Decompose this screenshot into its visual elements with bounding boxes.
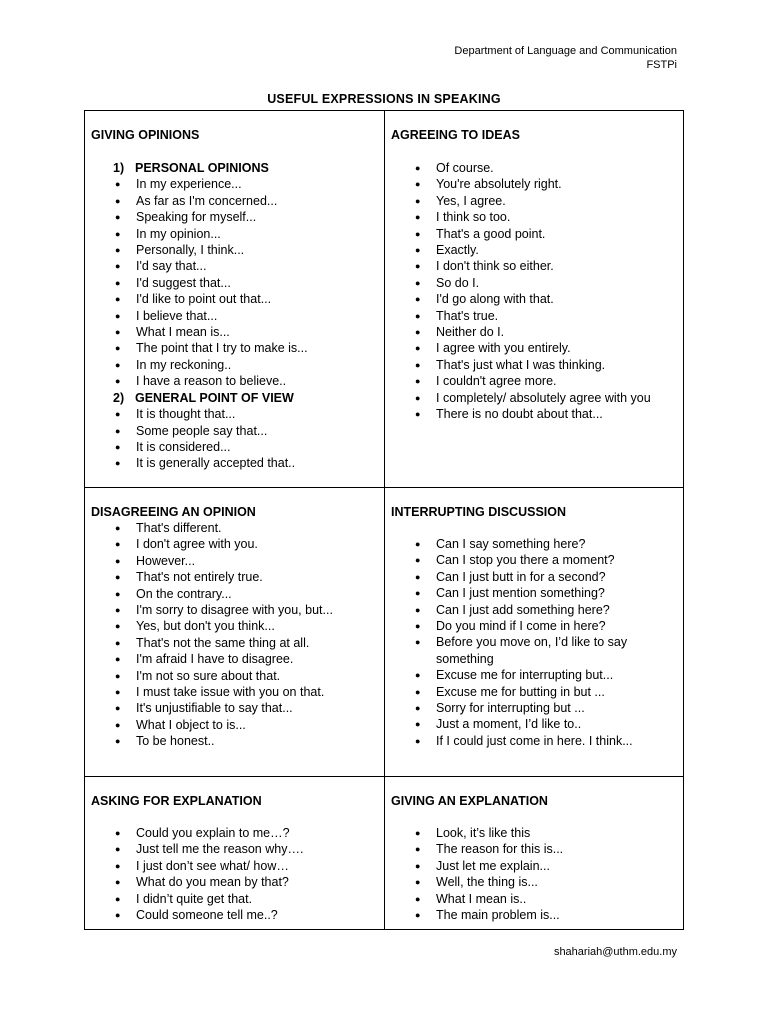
bullet-icon: ● (115, 294, 121, 305)
bullet-icon: ● (115, 736, 121, 747)
expression-text: In my reckoning.. (136, 357, 232, 372)
expression-text: Look, it’s like this (436, 826, 531, 840)
expression-text: Could someone tell me..? (136, 908, 278, 923)
list-item (91, 423, 378, 439)
list-item (391, 907, 678, 923)
expression-text: That's not the same thing at all. (136, 635, 310, 650)
expression-text: I didn’t quite get that. (136, 891, 253, 906)
list-item (391, 193, 678, 209)
expression-text: Excuse me for interrupting but... (436, 668, 614, 683)
cell-agreeing (385, 111, 684, 488)
expression-text: It is thought that... (136, 407, 236, 422)
list-item (91, 733, 378, 749)
expression-text: To be honest.. (136, 734, 215, 749)
expression-text: What do you mean by that? (136, 875, 289, 890)
spacer (91, 809, 378, 825)
expression-text: However... (136, 553, 196, 568)
list-item (91, 357, 378, 373)
list-item (391, 684, 678, 700)
expression-text: Just tell me the reason why…. (136, 842, 304, 857)
list-item (391, 258, 678, 274)
list-item (91, 226, 378, 242)
expression-text: I don't agree with you. (136, 537, 258, 552)
disagreeing-list (91, 520, 378, 750)
bullet-icon: ● (415, 294, 421, 305)
expression-text: I agree with you entirely. (436, 341, 571, 356)
bullet-icon: ● (415, 588, 421, 599)
list-item (91, 635, 378, 651)
bullet-icon: ● (415, 555, 421, 566)
expression-text: It's unjustifiable to say that... (136, 701, 293, 716)
expression-text: Some people say that... (136, 423, 268, 438)
spacer (391, 520, 678, 536)
list-item (391, 700, 678, 716)
list-item (391, 226, 678, 242)
bullet-icon: ● (115, 195, 121, 206)
bullet-icon: ● (115, 670, 121, 681)
list-item (391, 390, 678, 406)
cell-disagreeing (85, 488, 385, 777)
cell-giving-explanation (385, 777, 684, 929)
expression-text: In my opinion... (136, 226, 221, 241)
list-item (91, 439, 378, 455)
expression-text: I'd go along with that. (436, 292, 554, 307)
cell-giving-opinions (85, 111, 385, 488)
expression-text: That's a good point. (436, 226, 546, 241)
expression-text: I must take issue with you on that. (136, 685, 325, 700)
expression-text: Neither do I. (436, 325, 505, 340)
list-item (391, 340, 678, 356)
bullet-icon: ● (115, 245, 121, 256)
list-item (391, 667, 678, 683)
bullet-icon: ● (115, 261, 121, 272)
bullet-icon: ● (415, 277, 421, 288)
expression-text: Before you move on, I’d like to say something (436, 635, 628, 666)
bullet-icon: ● (415, 409, 421, 420)
expression-text: I completely/ absolutely agree with you (436, 390, 651, 405)
bullet-icon: ● (115, 523, 121, 533)
general-view-list (91, 406, 378, 472)
list-item (391, 357, 678, 373)
bullet-icon: ● (415, 910, 421, 921)
expression-text: I don't think so either. (436, 259, 554, 274)
expression-text: Can I stop you there a moment? (436, 553, 615, 568)
list-item (391, 585, 678, 601)
agreeing-list (391, 160, 678, 423)
bullet-icon: ● (415, 163, 421, 173)
expression-text: What I mean is... (136, 325, 230, 340)
bullet-icon: ● (415, 261, 421, 272)
expression-text: Sorry for interrupting but ... (436, 701, 585, 716)
bullet-icon: ● (115, 425, 121, 436)
list-item (391, 569, 678, 585)
bullet-icon: ● (115, 327, 121, 338)
bullet-icon: ● (415, 245, 421, 256)
expression-text: Excuse me for butting in but ... (436, 684, 605, 699)
list-item (91, 907, 378, 923)
bullet-icon: ● (115, 621, 121, 632)
list-item (391, 891, 678, 907)
expression-text: I'm not so sure about that. (136, 668, 281, 683)
list-item (91, 291, 378, 307)
list-item (91, 668, 378, 684)
list-item (91, 275, 378, 291)
list-item (391, 536, 678, 552)
bullet-icon: ● (415, 604, 421, 615)
list-item (91, 874, 378, 890)
bullet-icon: ● (115, 703, 121, 714)
list-item (91, 308, 378, 324)
bullet-icon: ● (115, 359, 121, 370)
list-item (391, 209, 678, 225)
expression-text: Just let me explain... (436, 858, 550, 873)
list-item (91, 324, 378, 340)
expression-text: I'd like to point out that... (136, 292, 272, 307)
section-heading: ASKING FOR EXPLANATION (91, 794, 262, 808)
bullet-icon: ● (415, 844, 421, 855)
list-item (91, 455, 378, 471)
expression-text: It is generally accepted that.. (136, 456, 296, 471)
expression-text: On the contrary... (136, 586, 232, 601)
list-item (91, 176, 378, 192)
bullet-icon: ● (415, 212, 421, 223)
list-item (391, 858, 678, 874)
list-item (91, 193, 378, 209)
expression-text: That's true. (436, 308, 499, 323)
bullet-icon: ● (415, 686, 421, 697)
list-item (391, 618, 678, 634)
bullet-icon: ● (415, 195, 421, 206)
list-item (91, 825, 378, 841)
list-item (391, 874, 678, 890)
expression-text: There is no doubt about that... (436, 407, 603, 422)
list-item (391, 160, 678, 176)
list-item (91, 586, 378, 602)
list-item (91, 684, 378, 700)
bullet-icon: ● (415, 719, 421, 730)
subheading-general-view: 2) GENERAL POINT OF VIEW (113, 390, 294, 405)
interrupting-list (391, 536, 678, 749)
list-item (391, 634, 678, 667)
bullet-icon: ● (115, 343, 121, 354)
bullet-icon: ● (415, 670, 421, 681)
bullet-icon: ● (415, 877, 421, 888)
list-item (91, 340, 378, 356)
list-item (391, 324, 678, 340)
expression-text: Yes, but don't you think... (136, 619, 275, 634)
list-item (91, 536, 378, 552)
bullet-icon: ● (415, 637, 421, 648)
expression-text: The main problem is... (436, 908, 560, 923)
bullet-icon: ● (415, 703, 421, 714)
spacer (391, 809, 678, 825)
expression-text: That's different. (136, 521, 222, 535)
bullet-icon: ● (415, 343, 421, 354)
bullet-icon: ● (115, 458, 121, 469)
section-heading: INTERRUPTING DISCUSSION (391, 505, 567, 519)
expression-text: The reason for this is... (436, 842, 564, 857)
bullet-icon: ● (115, 310, 121, 321)
list-item (391, 552, 678, 568)
expression-text: So do I. (436, 275, 480, 290)
cell-asking-explanation (85, 777, 385, 929)
bullet-icon: ● (115, 588, 121, 599)
list-item (91, 651, 378, 667)
bullet-icon: ● (415, 327, 421, 338)
bullet-icon: ● (115, 910, 121, 921)
expression-text: Of course. (436, 161, 494, 175)
cell-interrupting (385, 488, 684, 777)
section-heading: DISAGREEING AN OPINION (91, 505, 256, 519)
list-item (391, 242, 678, 258)
bullet-icon: ● (115, 719, 121, 730)
expression-text: Can I say something here? (436, 537, 586, 551)
expression-text: Could you explain to me…? (136, 826, 290, 840)
expression-text: Yes, I agree. (436, 193, 506, 208)
bullet-icon: ● (115, 637, 121, 648)
expression-text: Can I just add something here? (436, 602, 610, 617)
bullet-icon: ● (115, 376, 121, 387)
list-item (91, 717, 378, 733)
expression-text: I just don’t see what/ how… (136, 858, 289, 873)
list-item (91, 700, 378, 716)
bullet-icon: ● (115, 228, 121, 239)
bullet-icon: ● (415, 310, 421, 321)
expression-text: Do you mind if I come in here? (436, 619, 606, 634)
bullet-icon: ● (415, 539, 421, 549)
expression-text: In my experience... (136, 177, 242, 192)
expression-text: As far as I'm concerned... (136, 193, 278, 208)
expression-text: I'm afraid I have to disagree. (136, 652, 294, 667)
list-item (91, 373, 378, 389)
personal-opinions-list (91, 176, 378, 389)
list-item (91, 209, 378, 225)
list-item (391, 602, 678, 618)
expression-text: Can I just butt in for a second? (436, 569, 606, 584)
bullet-icon: ● (415, 860, 421, 871)
expression-text: Speaking for myself... (136, 210, 257, 225)
bullet-icon: ● (115, 687, 121, 698)
bullet-icon: ● (115, 555, 121, 566)
bullet-icon: ● (115, 654, 121, 665)
faculty-code: FSTPi (646, 59, 677, 71)
expression-text: Can I just mention something? (436, 586, 605, 601)
expression-text: What I mean is.. (436, 891, 527, 906)
list-item (391, 716, 678, 732)
bullet-icon: ● (415, 376, 421, 387)
expression-text: I have a reason to believe.. (136, 374, 287, 389)
expressions-table (84, 110, 684, 930)
list-item (391, 406, 678, 422)
expression-text: I'd say that... (136, 259, 207, 274)
list-item (391, 308, 678, 324)
bullet-icon: ● (415, 179, 421, 190)
bullet-icon: ● (415, 735, 421, 746)
expression-text: If I could just come in here. I think... (436, 733, 633, 748)
list-item (391, 825, 678, 841)
subheading-personal-opinions: 1) PERSONAL OPINIONS (113, 161, 269, 175)
list-item (391, 841, 678, 857)
list-item (391, 733, 678, 749)
expression-text: The point that I try to make is... (136, 341, 308, 356)
list-item (91, 858, 378, 874)
bullet-icon: ● (415, 228, 421, 239)
expression-text: I'd suggest that... (136, 275, 231, 290)
bullet-icon: ● (415, 828, 421, 838)
expression-text: Well, the thing is... (436, 875, 538, 890)
list-item (391, 373, 678, 389)
bullet-icon: ● (115, 860, 121, 871)
expression-text: I believe that... (136, 308, 218, 323)
expression-text: I couldn't agree more. (436, 374, 557, 389)
expression-text: It is considered... (136, 439, 231, 454)
bullet-icon: ● (115, 179, 121, 190)
expression-text: Personally, I think... (136, 243, 245, 258)
list-item (391, 176, 678, 192)
footer-email: shahariah@uthm.edu.my (553, 946, 677, 958)
bullet-icon: ● (415, 621, 421, 632)
expression-text: Exactly. (436, 243, 479, 258)
bullet-icon: ● (115, 893, 121, 904)
expression-text: I think so too. (436, 210, 511, 225)
page-title: USEFUL EXPRESSIONS IN SPEAKING (267, 92, 501, 106)
bullet-icon: ● (415, 571, 421, 582)
bullet-icon: ● (115, 212, 121, 223)
explaining-list (391, 825, 678, 923)
bullet-icon: ● (415, 392, 421, 403)
list-item (91, 618, 378, 634)
page-header (454, 44, 677, 72)
bullet-icon: ● (115, 572, 121, 583)
section-heading: GIVING OPINIONS (91, 128, 200, 142)
list-item (91, 602, 378, 618)
list-item (91, 553, 378, 569)
list-item (391, 275, 678, 291)
list-item (91, 258, 378, 274)
bullet-icon: ● (415, 893, 421, 904)
list-item (91, 242, 378, 258)
expression-text: Just a moment, I’d like to.. (436, 717, 582, 732)
expression-text: That's not entirely true. (136, 570, 263, 585)
list-item (91, 569, 378, 585)
expression-text: I'm sorry to disagree with you, but... (136, 603, 333, 618)
list-item (91, 841, 378, 857)
bullet-icon: ● (115, 539, 121, 550)
list-item (91, 520, 378, 536)
expression-text: That's just what I was thinking. (436, 357, 606, 372)
list-item (91, 406, 378, 422)
bullet-icon: ● (115, 877, 121, 888)
bullet-icon: ● (115, 409, 121, 420)
bullet-icon: ● (115, 277, 121, 288)
asking-list (91, 825, 378, 923)
bullet-icon: ● (115, 605, 121, 616)
expression-text: You're absolutely right. (436, 177, 562, 192)
bullet-icon: ● (115, 441, 121, 452)
expression-text: What I object to is... (136, 717, 246, 732)
bullet-icon: ● (415, 359, 421, 370)
department-name: Department of Language and Communication (454, 45, 677, 57)
bullet-icon: ● (115, 828, 121, 838)
section-heading: GIVING AN EXPLANATION (391, 794, 548, 808)
list-item (91, 891, 378, 907)
bullet-icon: ● (115, 844, 121, 855)
list-item (391, 291, 678, 307)
section-heading: AGREEING TO IDEAS (391, 128, 520, 142)
